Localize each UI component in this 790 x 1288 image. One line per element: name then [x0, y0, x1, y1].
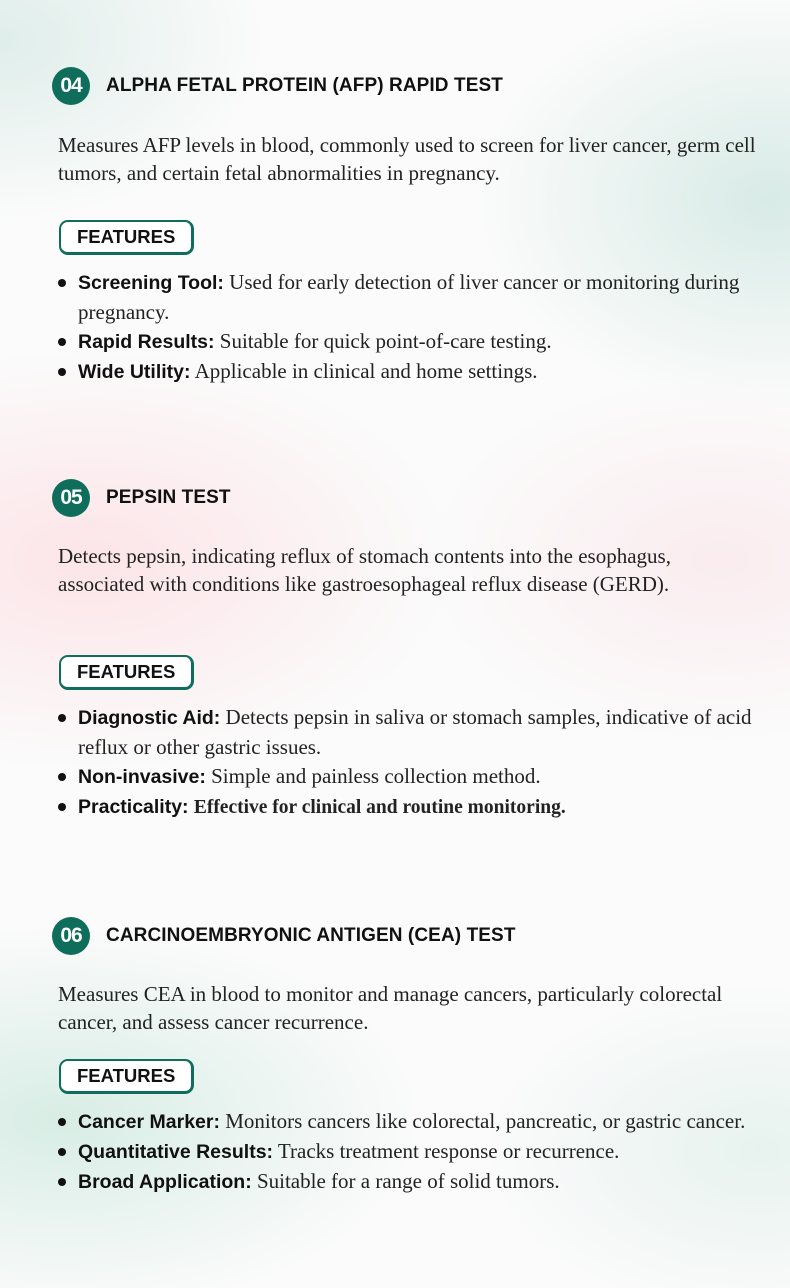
feature-item: [58, 1167, 758, 1197]
section-header: [52, 67, 503, 105]
section-number-badge: 04: [52, 67, 90, 105]
bullet-icon: [58, 1178, 66, 1186]
features-label: FEATURES: [59, 1059, 194, 1094]
feature-text: Simple and painless collection method.: [211, 764, 541, 788]
section-description: Detects pepsin, indicating reflux of stomach contents into the esophagus, associated with conditions like gastroesophageal reflux disease (GERD).: [58, 544, 671, 596]
feature-item: [58, 703, 758, 762]
feature-label: Broad Application:: [78, 1171, 252, 1193]
bullet-icon: [58, 338, 66, 346]
feature-text: Tracks treatment response or recurrence.: [277, 1139, 620, 1163]
feature-text: Monitors cancers like colorectal, pancreatic, or gastric cancer.: [225, 1109, 746, 1133]
feature-label: Cancer Marker:: [78, 1111, 220, 1133]
bullet-icon: [58, 714, 66, 722]
features-label: FEATURES: [59, 220, 194, 255]
feature-item: [58, 1137, 758, 1167]
feature-text: Used for early detection of liver cancer or monitoring during pregnancy.: [78, 270, 740, 324]
features-list: [58, 703, 758, 822]
features-list: [58, 268, 758, 387]
bullet-icon: [58, 1118, 66, 1126]
section-description: Measures AFP levels in blood, commonly used to screen for liver cancer, germ cell tumors, and certain fetal abnormalities in pregnancy.: [58, 133, 756, 185]
features-label: FEATURES: [59, 655, 194, 690]
bullet-icon: [58, 773, 66, 781]
feature-item: [58, 762, 758, 792]
feature-text: Suitable for a range of solid tumors.: [256, 1169, 560, 1193]
feature-item: [58, 357, 758, 387]
bullet-icon: [58, 368, 66, 376]
section-title: PEPSIN TEST: [106, 487, 231, 508]
section-title: ALPHA FETAL PROTEIN (AFP) RAPID TEST: [106, 75, 503, 96]
feature-label: Rapid Results:: [78, 331, 215, 353]
section-number-badge: 05: [52, 479, 90, 517]
feature-label: Non-invasive:: [78, 766, 206, 788]
feature-text: Suitable for quick point-of-care testing.: [219, 329, 552, 353]
section-title: CARCINOEMBRYONIC ANTIGEN (CEA) TEST: [106, 925, 516, 946]
feature-label: Wide Utility:: [78, 361, 191, 383]
feature-item: [58, 792, 758, 822]
feature-label: Diagnostic Aid:: [78, 707, 221, 729]
bullet-icon: [58, 279, 66, 287]
section-header: [52, 917, 516, 955]
bullet-icon: [58, 803, 66, 811]
bullet-icon: [58, 1148, 66, 1156]
feature-item: [58, 268, 758, 327]
features-list: [58, 1107, 758, 1197]
feature-label: Quantitative Results:: [78, 1141, 274, 1163]
feature-item: [58, 327, 758, 357]
feature-text: Effective for clinical and routine monitoring.: [193, 797, 566, 818]
feature-text: Applicable in clinical and home settings.: [194, 359, 538, 383]
section-description: Measures CEA in blood to monitor and manage cancers, particularly colorectal cancer, and assess cancer recurrence.: [58, 982, 723, 1034]
feature-item: [58, 1107, 758, 1137]
section-number-badge: 06: [52, 917, 90, 955]
feature-label: Screening Tool:: [78, 272, 224, 294]
section-header: [52, 479, 231, 517]
feature-label: Practicality:: [78, 796, 189, 818]
feature-text: Detects pepsin in saliva or stomach samples, indicative of acid reflux or other gastric issues.: [78, 705, 752, 759]
